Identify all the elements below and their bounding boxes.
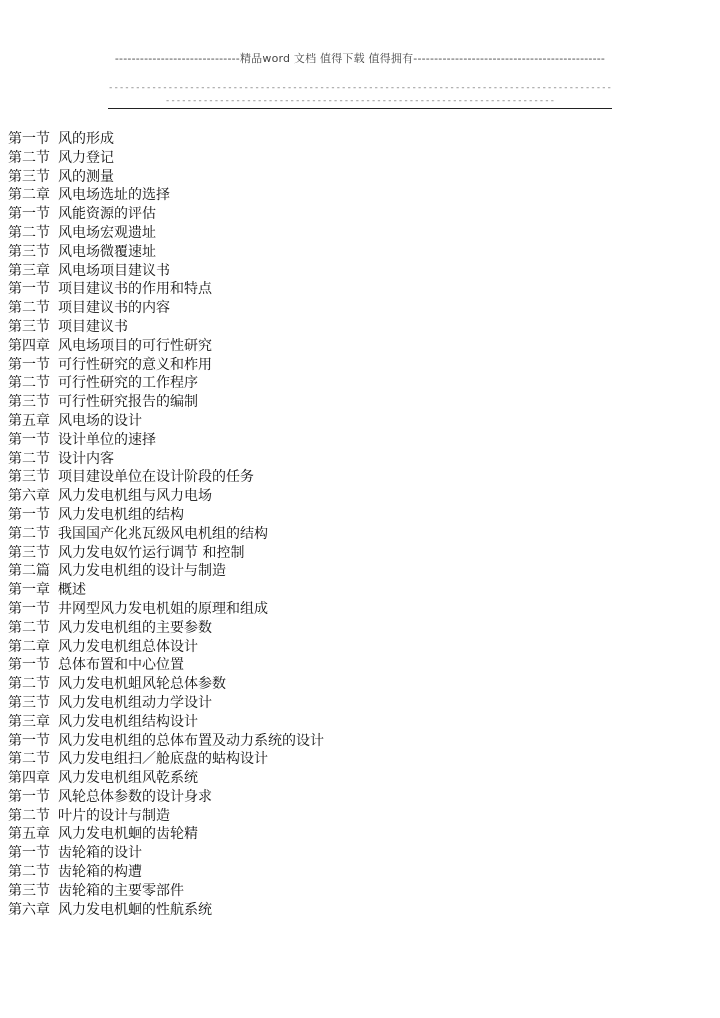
toc-entry-title: 设计单位的速择	[58, 431, 156, 448]
toc-entry-title: 风力发电机组与风力电场	[58, 488, 212, 505]
toc-entry-number: 第三节	[8, 469, 50, 486]
toc-entry-title: 我国国产化兆瓦级风电机组的结构	[58, 525, 268, 542]
toc-entry-number: 第二章	[8, 638, 50, 655]
toc-entry-number: 第三章	[8, 262, 50, 279]
toc-entry-title: 可行性研究的工作程序	[58, 375, 198, 392]
toc-entry	[8, 901, 608, 920]
toc-entry-number: 第五章	[8, 412, 50, 429]
toc-entry	[8, 318, 608, 337]
toc-entry-title: 风的测量	[58, 168, 114, 185]
toc-entry-title: 风力发电机蛆风轮总体参数	[58, 676, 226, 693]
toc-entry-number: 第三节	[8, 168, 50, 185]
toc-entry-title: 风电场项目的可行性研究	[58, 337, 212, 354]
toc-entry-number: 第一节	[8, 600, 50, 617]
toc-entry	[8, 694, 608, 713]
toc-entry-title: 叶片的设计与制造	[58, 807, 170, 824]
toc-entry-number: 第五章	[8, 826, 50, 843]
toc-entry	[8, 619, 608, 638]
toc-entry-number: 第二节	[8, 375, 50, 392]
toc-entry-number: 第一节	[8, 845, 50, 862]
toc-entry-title: 总体布置和中心位置	[58, 657, 184, 674]
toc-entry-number: 第二节	[8, 676, 50, 693]
toc-entry-number: 第三节	[8, 544, 50, 561]
toc-entry-title: 风力发电机组的设计与制造	[58, 563, 226, 580]
toc-entry	[8, 863, 608, 882]
toc-entry-title: 风电场选址的选择	[58, 187, 170, 204]
toc-entry	[8, 600, 608, 619]
toc-entry-title: 风电场项目建议书	[58, 262, 170, 279]
toc-entry-title: 风力发电机组的结构	[58, 506, 184, 523]
toc-entry	[8, 205, 608, 224]
toc-entry-number: 第二节	[8, 300, 50, 317]
toc-entry	[8, 788, 608, 807]
toc-entry	[8, 374, 608, 393]
toc-entry	[8, 807, 608, 826]
toc-entry	[8, 713, 608, 732]
toc-entry-title: 项目建议书	[58, 318, 128, 335]
toc-entry-title: 风力发电机组结构设计	[58, 713, 198, 730]
toc-entry-number: 第二节	[8, 224, 50, 241]
toc-entry-title: 设计内客	[58, 450, 114, 467]
toc-entry-number: 第一节	[8, 732, 50, 749]
toc-entry-title: 风力发电机组总体设计	[58, 638, 198, 655]
toc-entry	[8, 581, 608, 600]
toc-entry-number: 第六章	[8, 488, 50, 505]
toc-entry	[8, 825, 608, 844]
header-dash-separator: ---------------------------------------------------------------------------------------------------------------------------------------------------------------------	[108, 83, 612, 106]
toc-entry	[8, 431, 608, 450]
toc-entry-title: 井网型风力发电机姐的原理和组成	[58, 600, 268, 617]
toc-entry-title: 可行性研究的意义和柞用	[58, 356, 212, 373]
toc-entry-number: 第二篇	[8, 563, 50, 580]
toc-entry-number: 第四章	[8, 770, 50, 787]
header-rule	[108, 108, 612, 109]
toc-entry-number: 第三节	[8, 243, 50, 260]
toc-entry-title: 风电场微覆速址	[58, 243, 156, 260]
toc-entry-title: 项目建设单位在设计阶段的任务	[58, 469, 254, 486]
toc-entry-title: 风力发电机组动力学设计	[58, 694, 212, 711]
toc-entry	[8, 393, 608, 412]
toc-entry-title: 风力发电机组的主要参数	[58, 619, 212, 636]
toc-entry-title: 风力发电奴竹运行调节 和控制	[58, 544, 245, 561]
toc-entry	[8, 487, 608, 506]
toc-entry-number: 第一节	[8, 206, 50, 223]
toc-entry-number: 第二节	[8, 864, 50, 881]
toc-entry	[8, 168, 608, 187]
toc-entry-number: 第一节	[8, 281, 50, 298]
toc-entry-title: 齿轮箱的构遭	[58, 864, 142, 881]
toc-entry	[8, 186, 608, 205]
toc-entry-number: 第一节	[8, 506, 50, 523]
toc-entry-number: 第三节	[8, 882, 50, 899]
toc-entry-number: 第一节	[8, 788, 50, 805]
toc-entry	[8, 356, 608, 375]
toc-entry	[8, 299, 608, 318]
table-of-contents	[8, 130, 608, 919]
toc-entry-title: 项目建议书的作用和特点	[58, 281, 212, 298]
toc-entry-title: 风电场的设计	[58, 412, 142, 429]
toc-entry-number: 第二节	[8, 751, 50, 768]
toc-entry-number: 第三节	[8, 318, 50, 335]
toc-entry	[8, 750, 608, 769]
toc-entry	[8, 450, 608, 469]
toc-entry-number: 第二节	[8, 807, 50, 824]
toc-entry	[8, 280, 608, 299]
toc-entry-title: 项目建议书的内容	[58, 300, 170, 317]
toc-entry	[8, 224, 608, 243]
toc-entry-title: 风电场宏观遗址	[58, 224, 156, 241]
toc-entry-title: 风的形成	[58, 131, 114, 147]
toc-entry	[8, 262, 608, 281]
toc-entry	[8, 149, 608, 168]
toc-entry	[8, 337, 608, 356]
toc-entry	[8, 769, 608, 788]
toc-entry-title: 风力发电机组的总体布置及动力系统的设计	[58, 732, 324, 749]
toc-entry-number: 第一节	[8, 356, 50, 373]
toc-entry-title: 风轮总体参数的设计身求	[58, 788, 212, 805]
toc-entry-number: 第一章	[8, 582, 50, 599]
toc-entry-number: 第三节	[8, 694, 50, 711]
toc-entry-title: 概述	[58, 582, 86, 599]
toc-entry-title: 风力发电机蛔的性航系统	[58, 901, 212, 918]
toc-entry-title: 风力登记	[58, 149, 114, 166]
toc-entry-number: 第二节	[8, 619, 50, 636]
toc-entry	[8, 638, 608, 657]
toc-entry-number: 第二节	[8, 149, 50, 166]
toc-entry-number: 第二节	[8, 450, 50, 467]
toc-entry-number: 第一节	[8, 657, 50, 674]
toc-entry-title: 风力发电机组风乾系统	[58, 770, 198, 787]
toc-entry-number: 第三章	[8, 713, 50, 730]
toc-entry-title: 风力发电组扫／舱底盘的蛄构设计	[58, 751, 268, 768]
toc-entry	[8, 656, 608, 675]
toc-entry-number: 第一节	[8, 431, 50, 448]
toc-entry-title: 齿轮箱的主要零部件	[58, 882, 184, 899]
toc-entry	[8, 844, 608, 863]
toc-entry	[8, 525, 608, 544]
toc-entry-title: 风力发电机蛔的齿轮精	[58, 826, 198, 843]
toc-entry-number: 第二节	[8, 525, 50, 542]
toc-entry	[8, 675, 608, 694]
toc-entry-title: 齿轮箱的设计	[58, 845, 142, 862]
toc-entry	[8, 468, 608, 487]
toc-entry	[8, 130, 608, 149]
toc-entry	[8, 243, 608, 262]
toc-entry	[8, 732, 608, 751]
toc-entry	[8, 562, 608, 581]
toc-entry-title: 风能资源的评估	[58, 206, 156, 223]
toc-entry	[8, 506, 608, 525]
document-header: ------------------------------精品word 文档 值得下载 值得拥有----------------------------------------------	[114, 52, 606, 65]
toc-entry-number: 第一节	[8, 131, 50, 147]
toc-entry	[8, 412, 608, 431]
toc-entry	[8, 544, 608, 563]
toc-entry-number: 第六章	[8, 901, 50, 918]
toc-entry-number: 第三节	[8, 394, 50, 411]
toc-entry-number: 第四章	[8, 337, 50, 354]
toc-entry-title: 可行性研究报告的编制	[58, 394, 198, 411]
toc-entry-number: 第二章	[8, 187, 50, 204]
toc-entry	[8, 882, 608, 901]
